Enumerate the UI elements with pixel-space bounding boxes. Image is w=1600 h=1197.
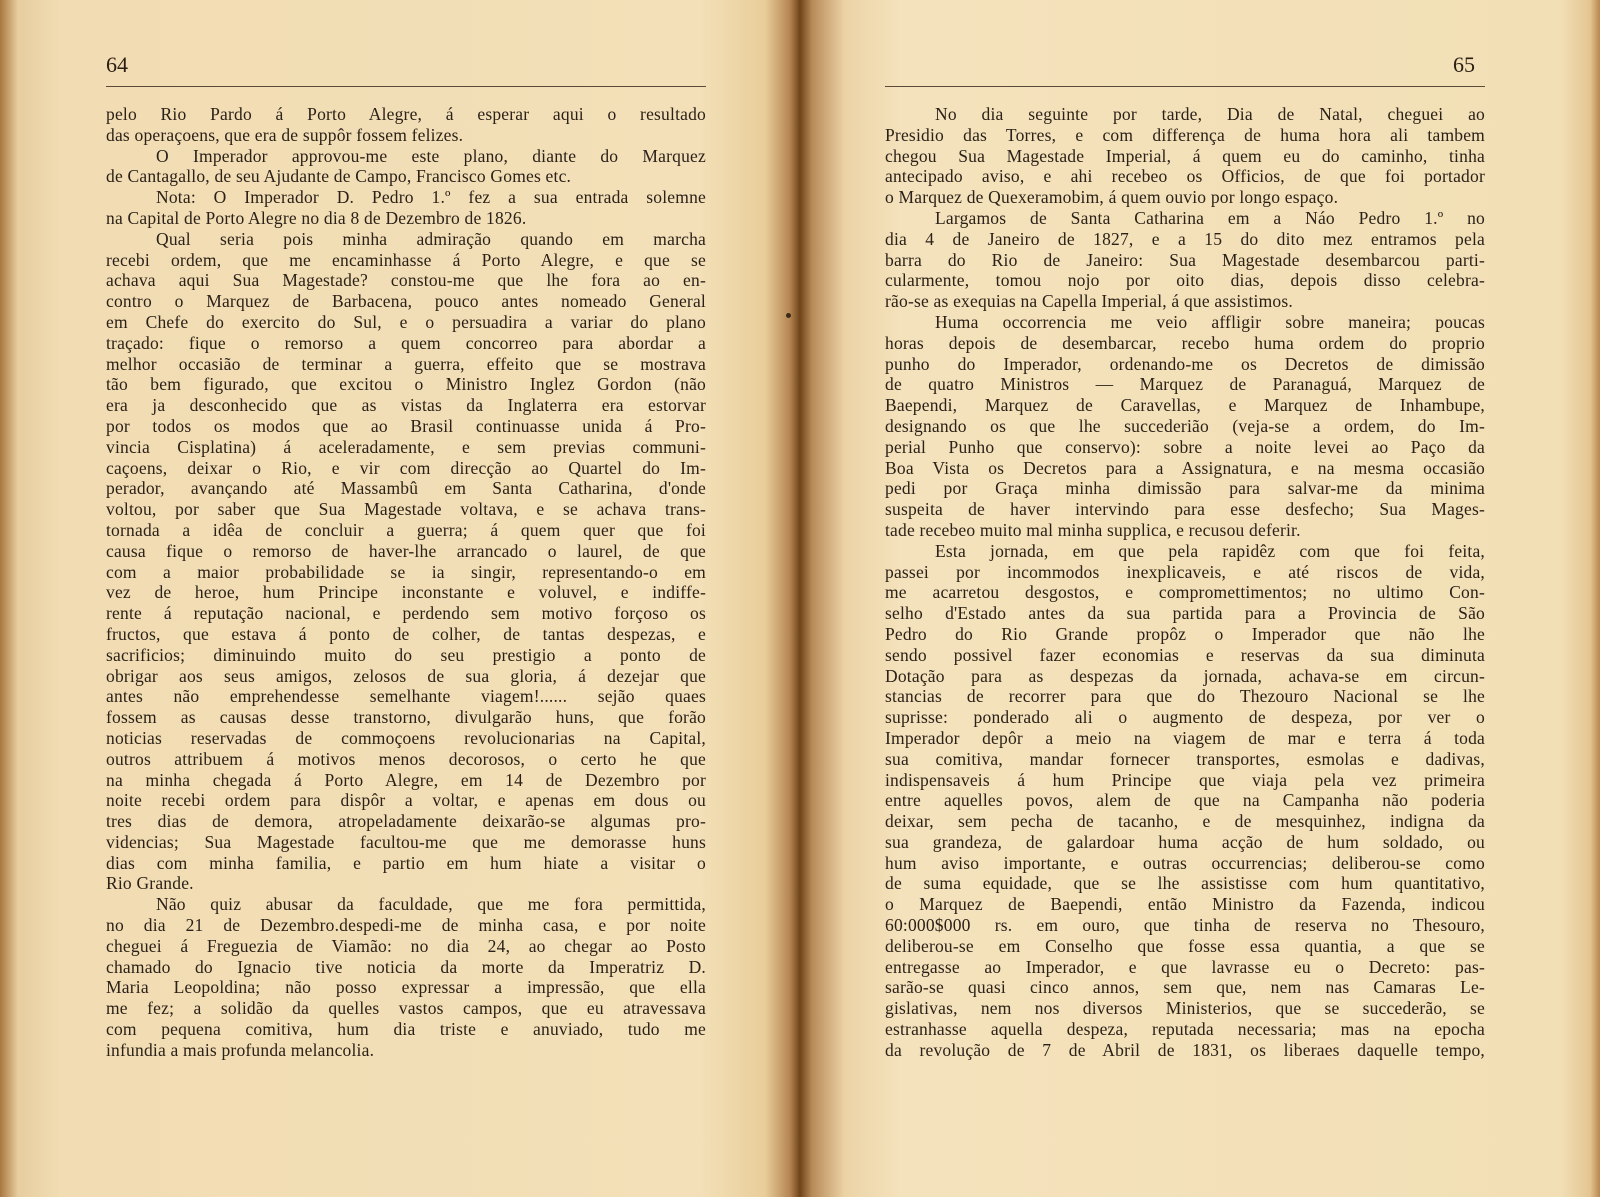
text-line: pedi por Graça minha dimissão para salvar-me da minima	[885, 478, 1485, 499]
text-line: stancias de recorrer para que do Thezouro Nacional se lhe	[885, 686, 1485, 707]
text-line: fructos, que estava á ponto de colher, de tantas despezas, e	[106, 623, 706, 644]
text-line: Rio Grande.	[106, 873, 194, 894]
text-line: videncias; Sua Magestade facultou-me que me demorasse huns	[106, 831, 706, 852]
text-line: estranhasse aquella despeza, reputada necessaria; mas na epocha	[885, 1019, 1485, 1040]
text-line: Largamos de Santa Catharina em a Náo Pedro 1.º no	[935, 207, 1485, 228]
text-line: de quatro Ministros — Marquez de Paranaguá, Marquez de	[885, 374, 1485, 395]
text-line: outros attribuem á motivos menos decorosos, o certo he que	[106, 748, 706, 769]
text-line: noite recebi ordem para dispôr a voltar, e apenas em dous ou	[106, 790, 706, 811]
text-line: Imperador depôr a meio na viagem de mar e terra á toda	[885, 727, 1485, 748]
text-line: cheguei á Freguezia de Viamão: no dia 24, ao chegar ao Posto	[106, 935, 706, 956]
text-line: antecipado aviso, e ahi recebeo os Officios, de que foi portador	[885, 166, 1485, 187]
text-line: em Chefe do exercito do Sul, e o persuadira a variar do plano	[106, 311, 706, 332]
page-number: 65	[1453, 52, 1475, 77]
page-body-text	[106, 104, 706, 1061]
left-page	[0, 0, 795, 1197]
text-line: barra do Rio de Janeiro: Sua Magestade desembarcou parti-	[885, 249, 1485, 270]
header-rule	[885, 86, 1485, 87]
text-line: sua grandeza, de galardoar huma acção de hum soldado, ou	[885, 831, 1485, 852]
text-line: O Imperador approvou-me este plano, diante do Marquez	[156, 145, 706, 166]
text-line: era ja desconhecido que as vistas da Inglaterra era estorvar	[106, 395, 706, 416]
text-line: Baependi, Marquez de Caravellas, e Marquez de Inhambupe,	[885, 395, 1485, 416]
text-line: melhor occasião de terminar a guerra, effeito que se mostrava	[106, 353, 706, 374]
text-line: infundia a mais profunda melancolia.	[106, 1039, 375, 1060]
text-line: o Marquez de Baependi, então Ministro da Fazenda, indicou	[885, 894, 1485, 915]
text-line: 60:000$000 rs. em ouro, que tinha de reserva no Thesouro,	[885, 915, 1485, 936]
text-line: tornada a idêa de concluir a guerra; á quem quer que foi	[106, 519, 706, 540]
text-line: Huma occorrencia me veio affligir sobre maneira; poucas	[935, 311, 1485, 332]
page-number: 64	[106, 52, 128, 77]
text-line: tade recebeo muito mal minha supplica, e recusou deferir.	[885, 519, 1301, 540]
text-line: Nota: O Imperador D. Pedro 1.º fez a sua entrada solemne	[156, 187, 706, 208]
text-line: Qual seria pois minha admiração quando em marcha	[156, 228, 706, 249]
header-rule	[106, 86, 706, 87]
text-line: vincia Cisplatina) á aceleradamente, e sem previas communi-	[106, 436, 706, 457]
text-line: deliberou-se em Conselho que fosse essa quantia, a que se	[885, 935, 1485, 956]
text-line: entregasse ao Imperador, e que lavrasse eu o Decreto: pas-	[885, 956, 1485, 977]
text-line: pelo Rio Pardo á Porto Alegre, á esperar aqui o resultado	[106, 104, 706, 124]
text-line: com a maior probabilidade se ia singir, representando-o em	[106, 561, 706, 582]
text-line: tres dias de demora, atropeladamente deixarão-se algumas pro-	[106, 811, 706, 832]
text-line: com pequena comitiva, hum dia triste e anuviado, tudo me	[106, 1019, 706, 1040]
page-body-text	[885, 104, 1485, 1061]
text-line: me acarretou desgostos, e compromettimentos; no ultimo Con-	[885, 582, 1485, 603]
right-page	[805, 0, 1600, 1197]
text-line: na Capital de Porto Alegre no dia 8 de Dezembro de 1826.	[106, 207, 527, 228]
text-line: o Marquez de Quexeramobim, á quem ouvio por longo espaço.	[885, 187, 1339, 208]
text-line: suprisse: ponderado ali o augmento de despeza, por ver o	[885, 707, 1485, 728]
text-line: na minha chegada á Porto Alegre, em 14 de Dezembro por	[106, 769, 706, 790]
text-line: recebi ordem, que me encaminhasse á Porto Alegre, e que se	[106, 249, 706, 270]
text-line: entre aquelles povos, alem de que na Campanha não poderia	[885, 790, 1485, 811]
text-line: designando os que lhe succederião (veja-se a ordem, do Im-	[885, 415, 1485, 436]
text-line: perador, avançando até Massambû em Santa Catharina, d'onde	[106, 478, 706, 499]
text-line: Boa Vista os Decretos para a Assignatura, e na mesma occasião	[885, 457, 1485, 478]
text-line: vez de heroe, hum Principe inconstante e voluvel, e indiffe-	[106, 582, 706, 603]
text-line: Esta jornada, em que pela rapidêz com que foi feita,	[935, 540, 1485, 561]
text-line: por todos os modos que ao Brasil continuasse unida á Pro-	[106, 415, 706, 436]
text-line: achava aqui Sua Magestade? constou-me que lhe fora ao en-	[106, 270, 706, 291]
text-line: gislativas, nem nos diversos Ministerios, que se succederão, se	[885, 998, 1485, 1019]
text-line: sua comitiva, mandar fornecer transportes, esmolas e dadivas,	[885, 748, 1485, 769]
text-line: voltou, por saber que Sua Magestade voltava, e se achava trans-	[106, 499, 706, 520]
text-line: Dotação para as despezas da jornada, achava-se em circun-	[885, 665, 1485, 686]
text-line: sendo possivel fazer economias e reservas da sua diminuta	[885, 644, 1485, 665]
text-line: caçoens, deixar o Rio, e vir com direcção ao Quartel do Im-	[106, 457, 706, 478]
text-line: rente á reputação nacional, e perdendo sem motivo forçoso os	[106, 603, 706, 624]
text-line: chegou Sua Magestade Imperial, á quem eu do caminho, tinha	[885, 145, 1485, 166]
text-line: no dia 21 de Dezembro.despedi-me de minha casa, e por noite	[106, 915, 706, 936]
text-line: contro o Marquez de Barbacena, pouco antes nomeado General	[106, 291, 706, 312]
text-line: das operaçoens, que era de suppôr fossem felizes.	[106, 124, 464, 145]
text-line: horas depois de desembarcar, recebo huma ordem do proprio	[885, 332, 1485, 353]
text-line: tão bem figurado, que excitou o Ministro Inglez Gordon (não	[106, 374, 706, 395]
text-line: de suma equidade, que se lhe assistisse com hum quantitativo,	[885, 873, 1485, 894]
text-line: traçado: fique o remorso a quem concorreo para abordar a	[106, 332, 706, 353]
text-line: Maria Leopoldina; não posso expressar a impressão, que ella	[106, 977, 706, 998]
text-line: antes não emprehendesse semelhante viagem!...... sejão quaes	[106, 686, 706, 707]
text-line: da revolução de 7 de Abril de 1831, os liberaes daquelle tempo,	[885, 1039, 1485, 1060]
text-line: indispensaveis á hum Principe que viaja pela vez primeira	[885, 769, 1485, 790]
text-line: perial Punho que conservo): sobre a noite levei ao Paço da	[885, 436, 1485, 457]
text-line: No dia seguinte por tarde, Dia de Natal, cheguei ao	[935, 104, 1485, 124]
text-line: punho do Imperador, ordenando-me os Decretos de dimissão	[885, 353, 1485, 374]
text-line: passei por incommodos inexplicaveis, e até riscos de vida,	[885, 561, 1485, 582]
text-line: selho d'Estado antes da sua partida para a Provincia de São	[885, 603, 1485, 624]
text-line: sarão-se quasi cinco annos, sem que, nem nas Camaras Le-	[885, 977, 1485, 998]
text-line: causa fique o remorso de haver-lhe arrancado o laurel, de que	[106, 540, 706, 561]
text-line: cularmente, tomou nojo por oito dias, depois disso celebra-	[885, 270, 1485, 291]
text-line: sacrificios; diminuindo muito do seu prestigio a ponto de	[106, 644, 706, 665]
text-line: obrigar aos seus amigos, zelosos de sua gloria, á dezejar que	[106, 665, 706, 686]
text-line: Pedro do Rio Grande propôz o Imperador que não lhe	[885, 623, 1485, 644]
text-line: suspeita de haver intervindo para esse desfecho; Sua Mages-	[885, 499, 1485, 520]
text-line: dias com minha familia, e partio em hum hiate a visitar o	[106, 852, 706, 873]
text-line: Não quiz abusar da faculdade, que me fora permittida,	[156, 894, 706, 915]
text-line: me fez; a solidão da quelles vastos campos, que eu atravessava	[106, 998, 706, 1019]
text-line: Presidio das Torres, e com differença de huma hora ali tambem	[885, 124, 1485, 145]
text-line: chamado do Ignacio tive noticia da morte da Imperatriz D.	[106, 956, 706, 977]
text-line: deixar, sem pecha de tacanho, e de mesquinhez, indigna da	[885, 811, 1485, 832]
gutter-ink-mark	[786, 313, 791, 318]
text-line: hum aviso importante, e outras occurrencias; deliberou-se como	[885, 852, 1485, 873]
text-line: rão-se as exequias na Capella Imperial, á que assistimos.	[885, 291, 1293, 312]
text-line: de Cantagallo, de seu Ajudante de Campo, Francisco Gomes etc.	[106, 166, 572, 187]
text-line: fossem as causas desse transtorno, divulgarão huns, que forão	[106, 707, 706, 728]
text-line: dia 4 de Janeiro de 1827, e a 15 do dito mez entramos pela	[885, 228, 1485, 249]
text-line: noticias reservadas de commoçoens revolucionarias na Capital,	[106, 727, 706, 748]
